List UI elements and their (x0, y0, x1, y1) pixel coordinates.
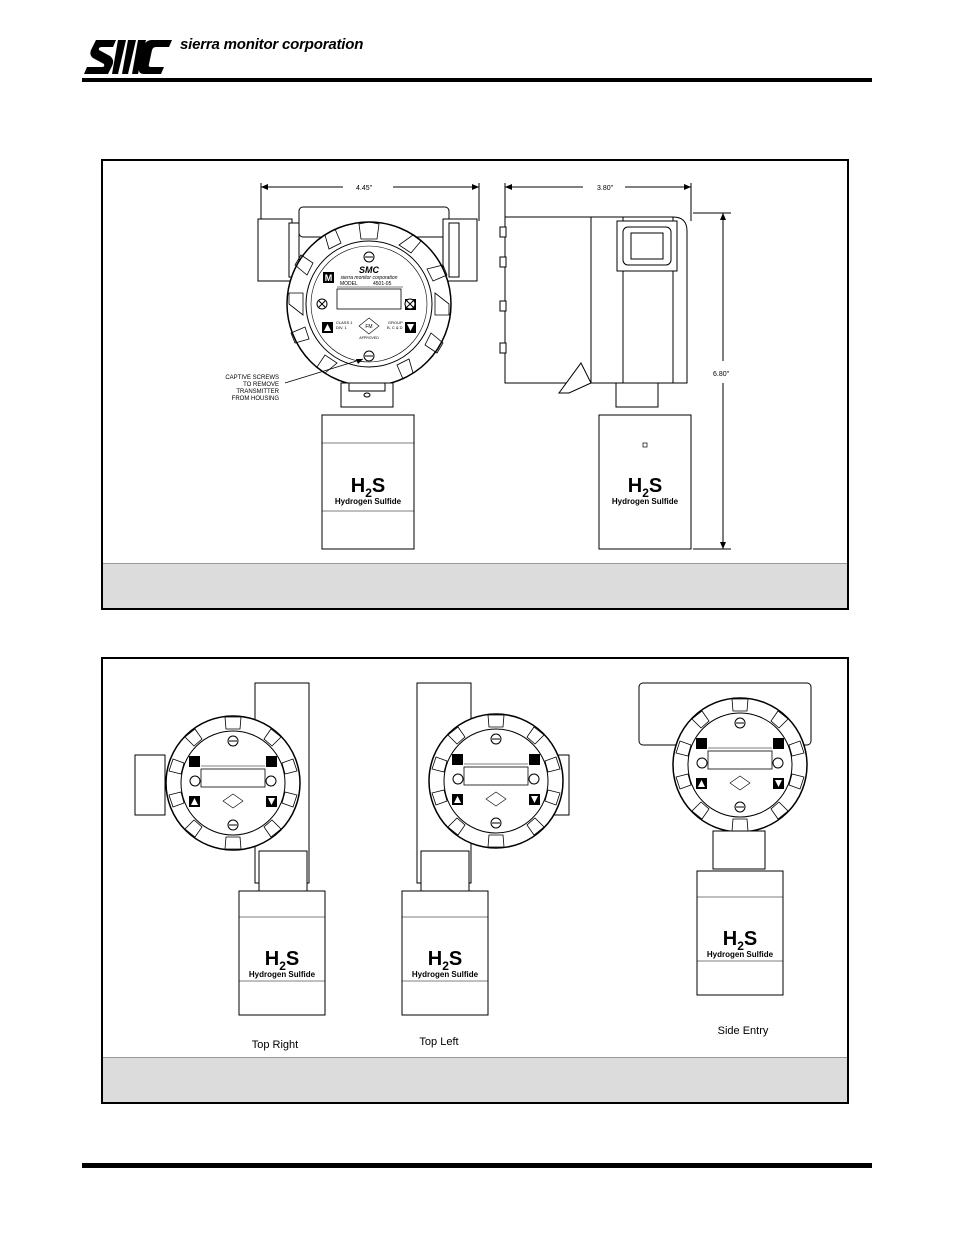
mount-top-right (135, 683, 325, 1051)
width-side-label: 3.80" (597, 185, 614, 192)
key-m: M (324, 273, 333, 283)
smc-logo (82, 36, 174, 76)
side-sensor-formula: $H_2S$ (627, 475, 663, 500)
approved-label: APPROVED (359, 336, 379, 340)
se-formula: $H_2S$ (722, 928, 758, 953)
callout-line-2: TO REMOVE (243, 382, 279, 388)
group-value: B, C & D (387, 325, 403, 330)
front-sensor-name: Hydrogen Sulfide (334, 497, 402, 506)
width-front-label: 4.45" (356, 185, 373, 192)
faceplate-brand: SMC (359, 265, 379, 275)
figure2-caption-band (103, 1057, 847, 1102)
callout-line-4: FROM HOUSING (231, 396, 279, 402)
side-sensor-name: Hydrogen Sulfide (611, 497, 679, 506)
faceplate-brand-sub: sierra monitor corporation (340, 275, 398, 281)
header-rule (82, 78, 872, 82)
height-label: 6.80" (713, 371, 730, 378)
footer-rule (82, 1163, 872, 1168)
class-label: CLASS 1 (336, 320, 353, 325)
front-view (258, 207, 477, 549)
figure-dimensions (101, 159, 849, 610)
label-side-entry: Side Entry (717, 1025, 769, 1037)
tr-sensor-name: Hydrogen Sulfide (248, 970, 316, 979)
tl-formula: $H_2S$ (427, 948, 463, 973)
fm-mark: FM (365, 324, 373, 330)
model-label: MODEL (340, 281, 358, 287)
dimension-drawing (103, 161, 851, 612)
tl-sensor-name: Hydrogen Sulfide (411, 970, 479, 979)
figure-mounting-options (101, 657, 849, 1104)
callout-line-3: TRANSMITTER (236, 389, 279, 395)
page-header (82, 30, 872, 82)
mount-top-left (402, 683, 569, 1048)
div-label: DIV. 1 (336, 325, 347, 330)
se-sensor-name: Hydrogen Sulfide (706, 950, 774, 959)
model-value: 4501-05 (373, 281, 392, 287)
front-sensor-formula: $H_2S$ (350, 475, 386, 500)
company-name: sierra monitor corporation (180, 36, 364, 53)
label-top-right: Top Right (251, 1039, 299, 1051)
mounting-drawing (103, 659, 851, 1106)
mount-side-entry (639, 683, 811, 1037)
label-top-left: Top Left (419, 1036, 459, 1048)
group-label: GROUP (388, 320, 403, 325)
tr-formula: $H_2S$ (264, 948, 300, 973)
callout-line-1: CAPTIVE SCREWS (225, 375, 279, 381)
figure1-caption-band (103, 563, 847, 608)
